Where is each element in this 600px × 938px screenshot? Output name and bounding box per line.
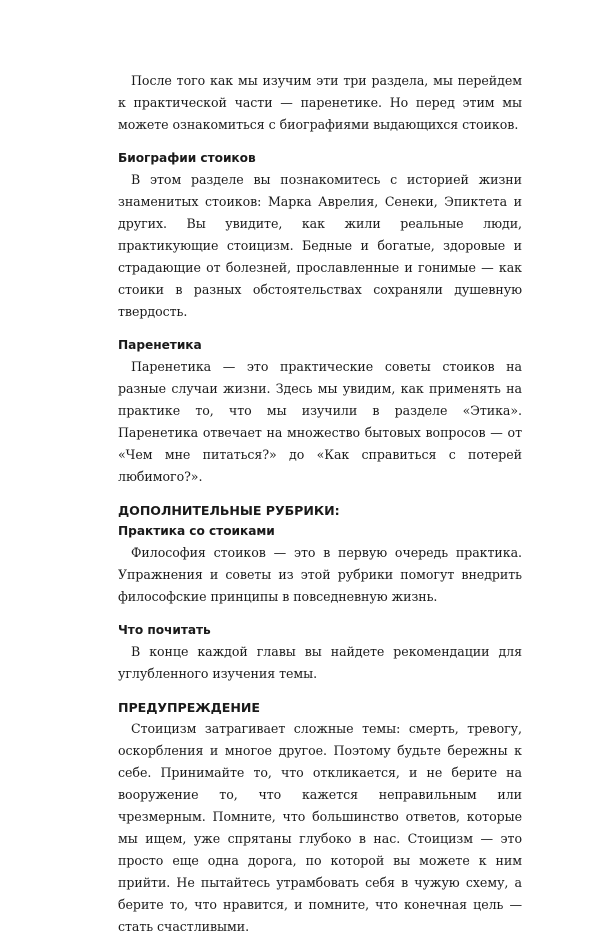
biographies-paragraph: В этом разделе вы познакомитесь с историей жизни знаменитых стоиков: Марка Аврелия, Сенеки, Эпиктета и других. Вы увидите, как жили реальные люди, практикующие стоицизм. Бедные и богатые, здоровые и страдающие от болезней, прославленные и гонимые — как стоики в разных обстоятельствах сохраняли душевную твердость. (118, 172, 522, 319)
parenetics-heading: Паренетика (118, 338, 202, 352)
biographies-heading: Биографии стоиков (118, 151, 256, 165)
warning-heading: ПРЕДУПРЕЖДЕНИЕ (118, 700, 260, 715)
intro-paragraph: После того как мы изучим эти три раздела, мы перейдем к практической части — паренетике. Но перед этим мы можете ознакомиться с биографиями выдающихся стоиков. (118, 73, 522, 132)
reading-heading: Что почитать (118, 623, 211, 637)
practice-paragraph: Философия стоиков — это в первую очередь практика. Упражнения и советы из этой рубрики помогут внедрить философские принципы в повседневную жизнь. (118, 545, 522, 604)
page-content (118, 70, 522, 938)
practice-heading: Практика со стоиками (118, 524, 275, 538)
reading-paragraph: В конце каждой главы вы найдете рекомендации для углубленного изучения темы. (118, 644, 522, 681)
parenetics-paragraph: Паренетика — это практические советы стоиков на разные случаи жизни. Здесь мы увидим, как применять на практике то, что мы изучили в разделе «Этика». Паренетика отвечает на множество бытовых вопросов — от «Чем мне питаться?» до «Как справиться с потерей любимого?». (118, 359, 522, 484)
warning-paragraph: Стоицизм затрагивает сложные темы: смерть, тревогу, оскорбления и многое другое. Поэтому будьте бережны к себе. Принимайте то, что откликается, и не берите на вооружение то, что кажется неправильным или чрезмерным. Помните, что большинство ответов, которые мы ищем, уже спрятаны глубоко в нас. Стоицизм — это просто еще одна дорога, по которой вы можете к ним прийти. Не пытайтесь утрамбовать себя в чужую схему, а берите то, что нравится, и помните, что конечная цель — стать счастливыми. (118, 721, 522, 934)
extra-sections-heading: ДОПОЛНИТЕЛЬНЫЕ РУБРИКИ: (118, 503, 340, 518)
